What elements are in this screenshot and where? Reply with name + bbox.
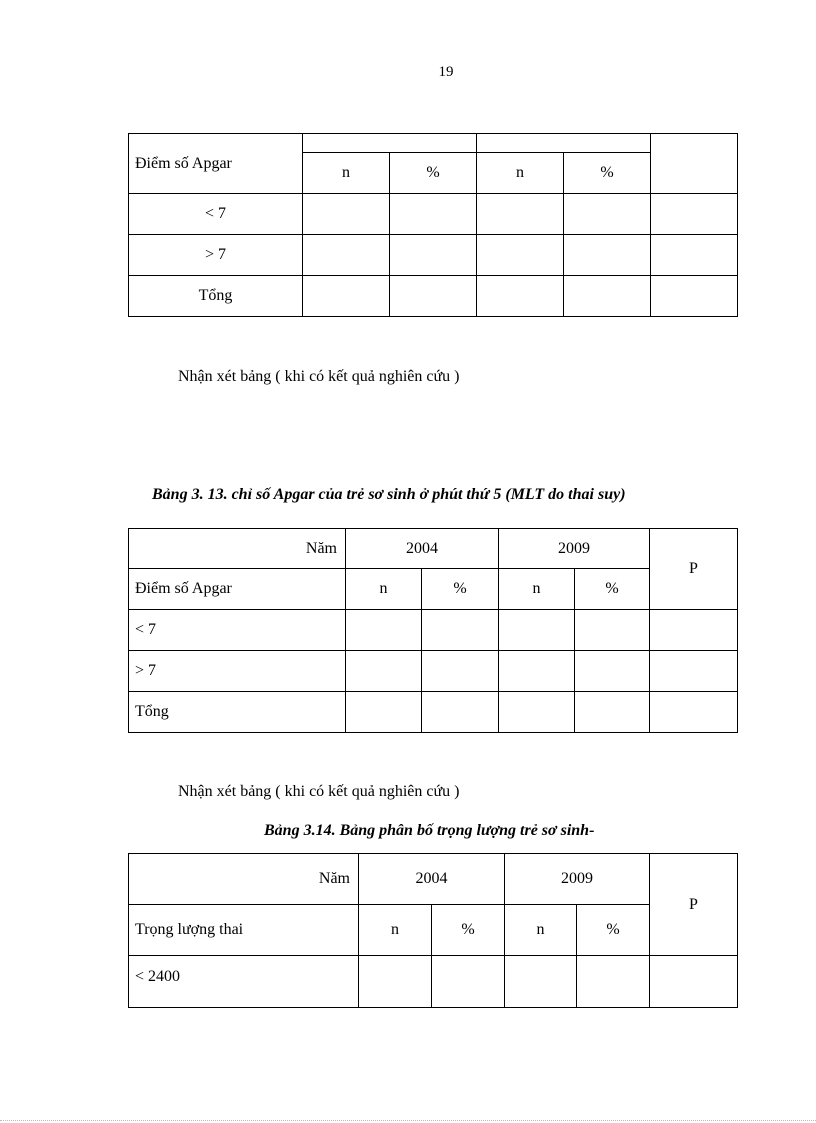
row-label: < 2400 [129, 956, 359, 1008]
row-header: Điểm số Apgar [129, 134, 303, 194]
table-weight [128, 853, 738, 1008]
sub-pct-2: % [564, 153, 651, 194]
year-label: Năm [129, 529, 346, 569]
sub-pct-1: % [432, 905, 505, 956]
table-note-1: Nhận xét bảng ( khi có kết quả nghiên cứu ) [178, 368, 460, 385]
table-row [129, 956, 738, 1008]
sub-n-1: n [346, 569, 422, 610]
row-label: Tổng [129, 276, 303, 317]
table-row [129, 235, 738, 276]
row-header: Điểm số Apgar [129, 569, 346, 610]
table-row [129, 194, 738, 235]
row-label: < 7 [129, 194, 303, 235]
sub-n-2: n [477, 153, 564, 194]
table-note-2: Nhận xét bảng ( khi có kết quả nghiên cứu ) [178, 783, 460, 800]
page-number: 19 [438, 64, 454, 80]
p-header: P [650, 854, 738, 956]
sub-pct-2: % [575, 569, 650, 610]
table-caption-2: Bảng 3. 13. chỉ số Apgar của trẻ sơ sinh ở phút thứ 5 (MLT do thai suy) [152, 486, 626, 503]
p-header: P [650, 529, 738, 610]
row-label: < 7 [129, 610, 346, 651]
table-caption-3: Bảng 3.14. Bảng phân bố trọng lượng trẻ sơ sinh- [264, 822, 595, 839]
year-header-2: 2009 [505, 854, 650, 905]
sub-n-1: n [303, 153, 390, 194]
sub-pct-1: % [422, 569, 499, 610]
p-header [651, 134, 738, 194]
row-label: > 7 [129, 235, 303, 276]
table-row [129, 276, 738, 317]
table-row [129, 610, 738, 651]
year-header-2: 2009 [499, 529, 650, 569]
sub-pct-2: % [577, 905, 650, 956]
year-header-1 [303, 134, 477, 153]
sub-n-2: n [499, 569, 575, 610]
table-apgar-1 [128, 133, 738, 317]
row-header: Trọng lượng thai [129, 905, 359, 956]
sub-n-2: n [505, 905, 577, 956]
row-label: Tổng [129, 692, 346, 733]
year-label: Năm [129, 854, 359, 905]
sub-pct-1: % [390, 153, 477, 194]
year-header-1: 2004 [346, 529, 499, 569]
sub-n-1: n [359, 905, 432, 956]
page-bottom-rule [0, 1120, 816, 1121]
table-row [129, 692, 738, 733]
table-apgar-2 [128, 528, 738, 733]
table-row [129, 651, 738, 692]
row-label: > 7 [129, 651, 346, 692]
year-header-2 [477, 134, 651, 153]
year-header-1: 2004 [359, 854, 505, 905]
